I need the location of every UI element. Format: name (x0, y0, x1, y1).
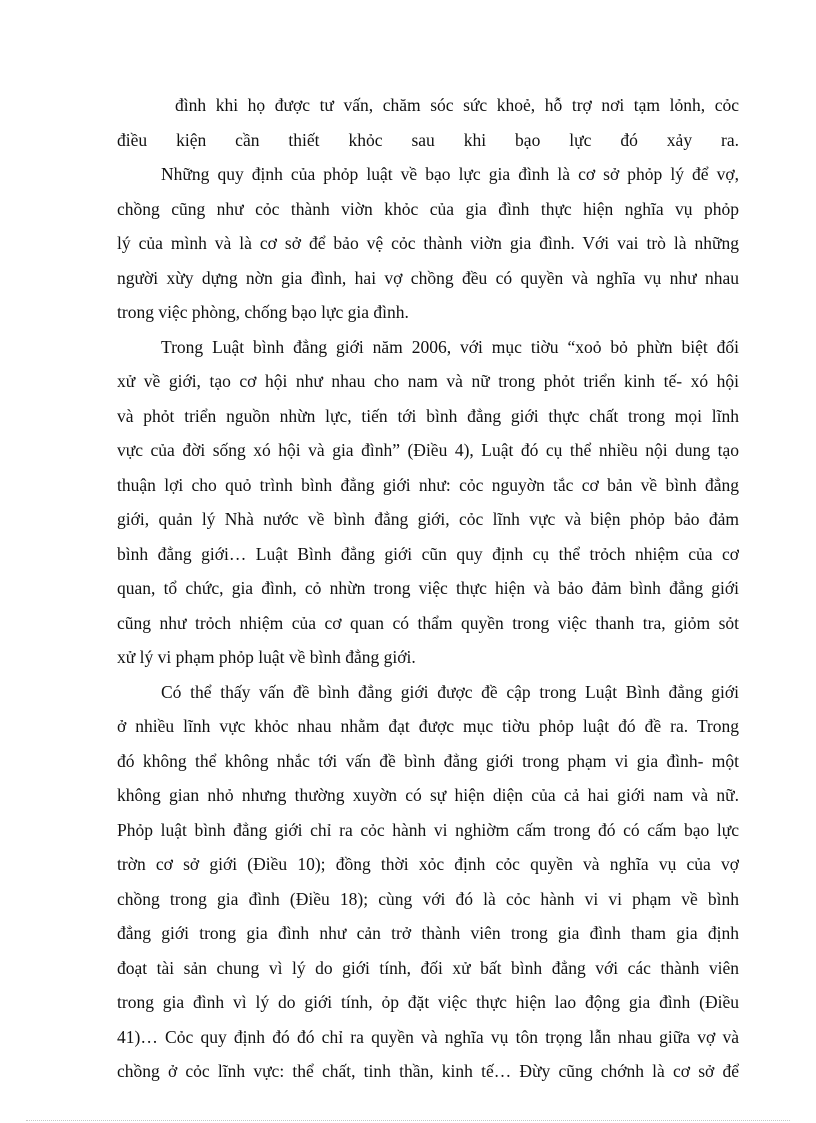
text-line: thuận lợi cho quỏ trình bình đẳng giới như: cỏc nguyờn tắc cơ bản về bình đẳng (117, 474, 739, 495)
text-line: điều kiện cần thiết khỏc sau khi bạo lực đó xảy ra. (117, 129, 739, 150)
text-line: trờn cơ sở giới (Điều 10); đồng thời xỏc định cỏc quyền và nghĩa vụ của vợ (117, 854, 739, 874)
text-line: xử lý vi phạm phỏp luật về bình đẳng giới. (117, 647, 416, 667)
text-line: và phỏt triển nguồn nhừn lực, tiến tới bình đẳng giới thực chất trong mọi lĩnh (117, 405, 739, 426)
text-line: vực của đời sống xó hội và gia đình” (Điều 4), Luật đó cụ thể nhiều nội dung tạo (117, 440, 739, 460)
text-line: trong gia đình vì lý do giới tính, ỏp đặt việc thực hiện lao động gia đình (Điều (117, 992, 739, 1012)
text-line: xử về giới, tạo cơ hội như nhau cho nam và nữ trong phỏt triển kinh tế- xó hội (117, 371, 739, 391)
text-line: Những quy định của phỏp luật về bạo lực gia đình là cơ sở phỏp lý để vợ, (161, 164, 739, 184)
text-line: lý của mình và là cơ sở để bảo vệ cỏc thành viờn gia đình. Với vai trò là những (117, 233, 739, 253)
text-line: 41)… Cỏc quy định đó đó chỉ ra quyền và nghĩa vụ tôn trọng lẫn nhau giữa vợ và (117, 1026, 739, 1047)
text-line: cũng như trỏch nhiệm của cơ quan có thẩm quyền trong việc thanh tra, giỏm sỏt (117, 612, 739, 633)
text-line: trong việc phòng, chống bạo lực gia đình. (117, 302, 409, 322)
text-line: Có thể thấy vấn đề bình đẳng giới được đề cập trong Luật Bình đẳng giới (161, 681, 739, 702)
text-line: Phỏp luật bình đẳng giới chỉ ra cỏc hành vi nghiờm cấm trong đó có cấm bạo lực (117, 819, 739, 840)
text-line: đình khi họ được tư vấn, chăm sóc sức khoẻ, hỗ trợ nơi tạm lỏnh, cỏc (175, 95, 739, 115)
text-line: Trong Luật bình đẳng giới năm 2006, với mục tiờu “xoỏ bỏ phừn biệt đối (161, 336, 739, 357)
text-line: chồng ở cỏc lĩnh vực: thể chất, tinh thần, kinh tế… Đừy cũng chớnh là cơ sở để (117, 1061, 739, 1081)
page-footer-divider (26, 1120, 790, 1121)
text-line: chồng trong gia đình (Điều 18); cùng với đó là cỏc hành vi vi phạm về bình (117, 888, 739, 909)
text-line: giới, quản lý Nhà nước về bình đẳng giới, cỏc lĩnh vực và biện phỏp bảo đảm (117, 509, 739, 529)
text-line: đoạt tài sản chung vì lý do giới tính, đối xử bất bình đẳng với các thành viên (117, 957, 739, 978)
text-line: quan, tổ chức, gia đình, cỏ nhừn trong việc thực hiện và bảo đảm bình đẳng giới (117, 578, 739, 598)
text-line: chồng cũng như cỏc thành viờn khỏc của gia đình thực hiện nghĩa vụ phỏp (117, 198, 739, 219)
text-line: đẳng giới trong gia đình như cản trở thành viên trong gia đình tham gia định (117, 923, 739, 943)
text-line: bình đẳng giới… Luật Bình đẳng giới cũn quy định cụ thể trỏch nhiệm của cơ (117, 543, 739, 564)
document-body (117, 88, 739, 1089)
text-line: không gian nhỏ nhưng thường xuyờn có sự hiện diện của cả hai giới nam và nữ. (117, 785, 739, 805)
text-line: đó không thể không nhắc tới vấn đề bình đẳng giới trong phạm vi gia đình- một (117, 750, 739, 771)
text-line: ở nhiều lĩnh vực khỏc nhau nhằm đạt được mục tiờu phỏp luật đó đề ra. Trong (117, 716, 739, 736)
text-line: người xừy dựng nờn gia đình, hai vợ chồng đều có quyền và nghĩa vụ như nhau (117, 267, 739, 288)
